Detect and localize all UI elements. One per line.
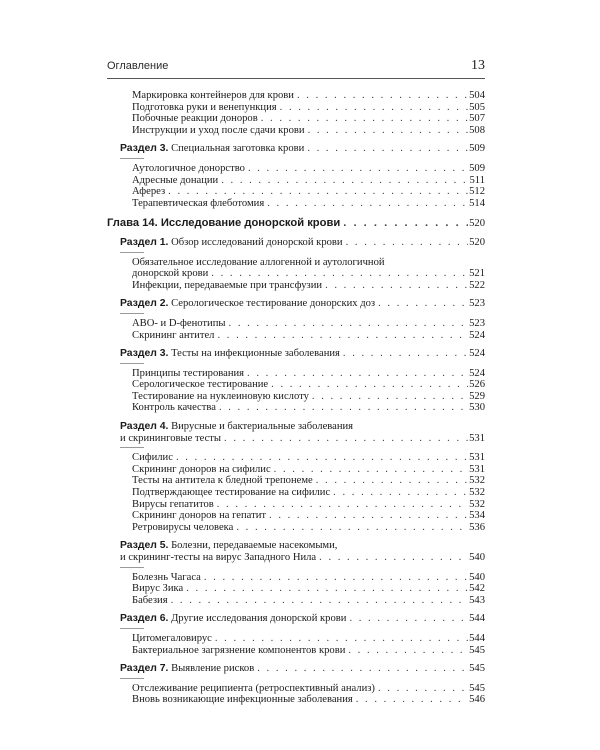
toc-section[interactable]: Раздел 3. Тесты на инфекционные заболевания . . . 524 (107, 348, 485, 360)
toc-entry[interactable]: Терапевтическая флеботомия . . . 514 (107, 198, 485, 210)
toc-entry[interactable]: Контроль качества . . . 530 (107, 402, 485, 414)
section-divider (120, 447, 144, 448)
section-divider (120, 567, 144, 568)
toc-entry[interactable]: Серологическое тестирование . . . 526 (107, 379, 485, 391)
section-divider (120, 313, 144, 314)
header-rule (107, 78, 485, 79)
toc-entry[interactable]: Вирус Зика . . . 542 (107, 583, 485, 595)
running-head (107, 58, 485, 76)
toc-section[interactable]: и скрининг-тесты на вирус Западного Нила . . . 540 (107, 552, 485, 564)
toc-section[interactable]: Раздел 3. Специальная заготовка крови . . . 509 (107, 143, 485, 155)
toc-entry[interactable]: Вирусы гепатитов . . . 532 (107, 499, 485, 511)
toc-entry[interactable]: Адресные донации . . . 511 (107, 175, 485, 187)
toc-entry[interactable]: Побочные реакции доноров . . . 507 (107, 113, 485, 125)
toc-section[interactable]: Раздел 6. Другие исследования донорской крови . . . 544 (107, 613, 485, 625)
toc-entry[interactable]: Подготовка руки и венепункция . . . 505 (107, 102, 485, 114)
running-head-title: Оглавление (107, 60, 169, 72)
toc-entry[interactable]: Инфекции, передаваемые при трансфузии . . . 522 (107, 280, 485, 292)
section-divider (120, 158, 144, 159)
toc-entry[interactable]: Цитомегаловирус . . . 544 (107, 633, 485, 645)
toc-entry[interactable]: Отслеживание реципиента (ретроспективный анализ) . . . 545 (107, 683, 485, 695)
toc-entry[interactable]: Тестирование на нуклеиновую кислоту . . . 529 (107, 391, 485, 403)
toc-section[interactable]: Раздел 7. Выявление рисков . . . 545 (107, 663, 485, 675)
toc-chapter[interactable]: Глава 14. Исследование донорской крови . . . 520 (107, 218, 485, 230)
toc-section[interactable]: и скрининговые тесты . . . 531 (107, 433, 485, 445)
toc-entry[interactable]: Сифилис . . . 531 (107, 452, 485, 464)
toc-entry[interactable]: Принципы тестирования . . . 524 (107, 368, 485, 380)
toc-entry[interactable]: Скрининг доноров на гепатит . . . 534 (107, 510, 485, 522)
table-of-contents (107, 90, 485, 706)
toc-entry[interactable]: Аферез . . . 512 (107, 186, 485, 198)
toc-entry[interactable]: Аутологичное донорство . . . 509 (107, 163, 485, 175)
toc-entry[interactable]: Бактериальное загрязнение компонентов крови . . . 545 (107, 645, 485, 657)
toc-entry[interactable]: Скрининг антител . . . 524 (107, 330, 485, 342)
toc-entry[interactable]: Бабезия . . . 543 (107, 595, 485, 607)
toc-entry[interactable]: Инструкции и уход после сдачи крови . . . 508 (107, 125, 485, 137)
toc-section-line[interactable]: Раздел 5. Болезни, передаваемые насекомыми, (120, 540, 338, 552)
toc-entry[interactable]: Маркировка контейнеров для крови . . . 504 (107, 90, 485, 102)
page-number: 13 (471, 58, 485, 73)
toc-section[interactable]: Раздел 1. Обзор исследований донорской крови . . . 520 (107, 237, 485, 249)
toc-entry[interactable]: ABO- и D-фенотипы . . . 523 (107, 318, 485, 330)
toc-entry[interactable]: Скрининг доноров на сифилис . . . 531 (107, 464, 485, 476)
toc-section[interactable]: Раздел 2. Серологическое тестирование донорских доз . . . 523 (107, 298, 485, 310)
toc-entry[interactable]: Вновь возникающие инфекционные заболевания . . . 546 (107, 694, 485, 706)
section-divider (120, 678, 144, 679)
toc-entry[interactable]: Подтверждающее тестирование на сифилис . . . 532 (107, 487, 485, 499)
toc-entry-line[interactable]: Обязательное исследование аллогенной и аутологичной (132, 256, 385, 268)
toc-section-line[interactable]: Раздел 4. Вирусные и бактериальные заболевания (120, 421, 354, 433)
toc-entry[interactable]: Болезнь Чагаса . . . 540 (107, 572, 485, 584)
section-divider (120, 628, 144, 629)
section-divider (120, 252, 144, 253)
toc-entry[interactable]: донорской крови . . . 521 (107, 268, 485, 280)
toc-entry[interactable]: Ретровирусы человека . . . 536 (107, 522, 485, 534)
section-divider (120, 363, 144, 364)
toc-entry[interactable]: Тесты на антитела к бледной трепонеме . . . 532 (107, 475, 485, 487)
